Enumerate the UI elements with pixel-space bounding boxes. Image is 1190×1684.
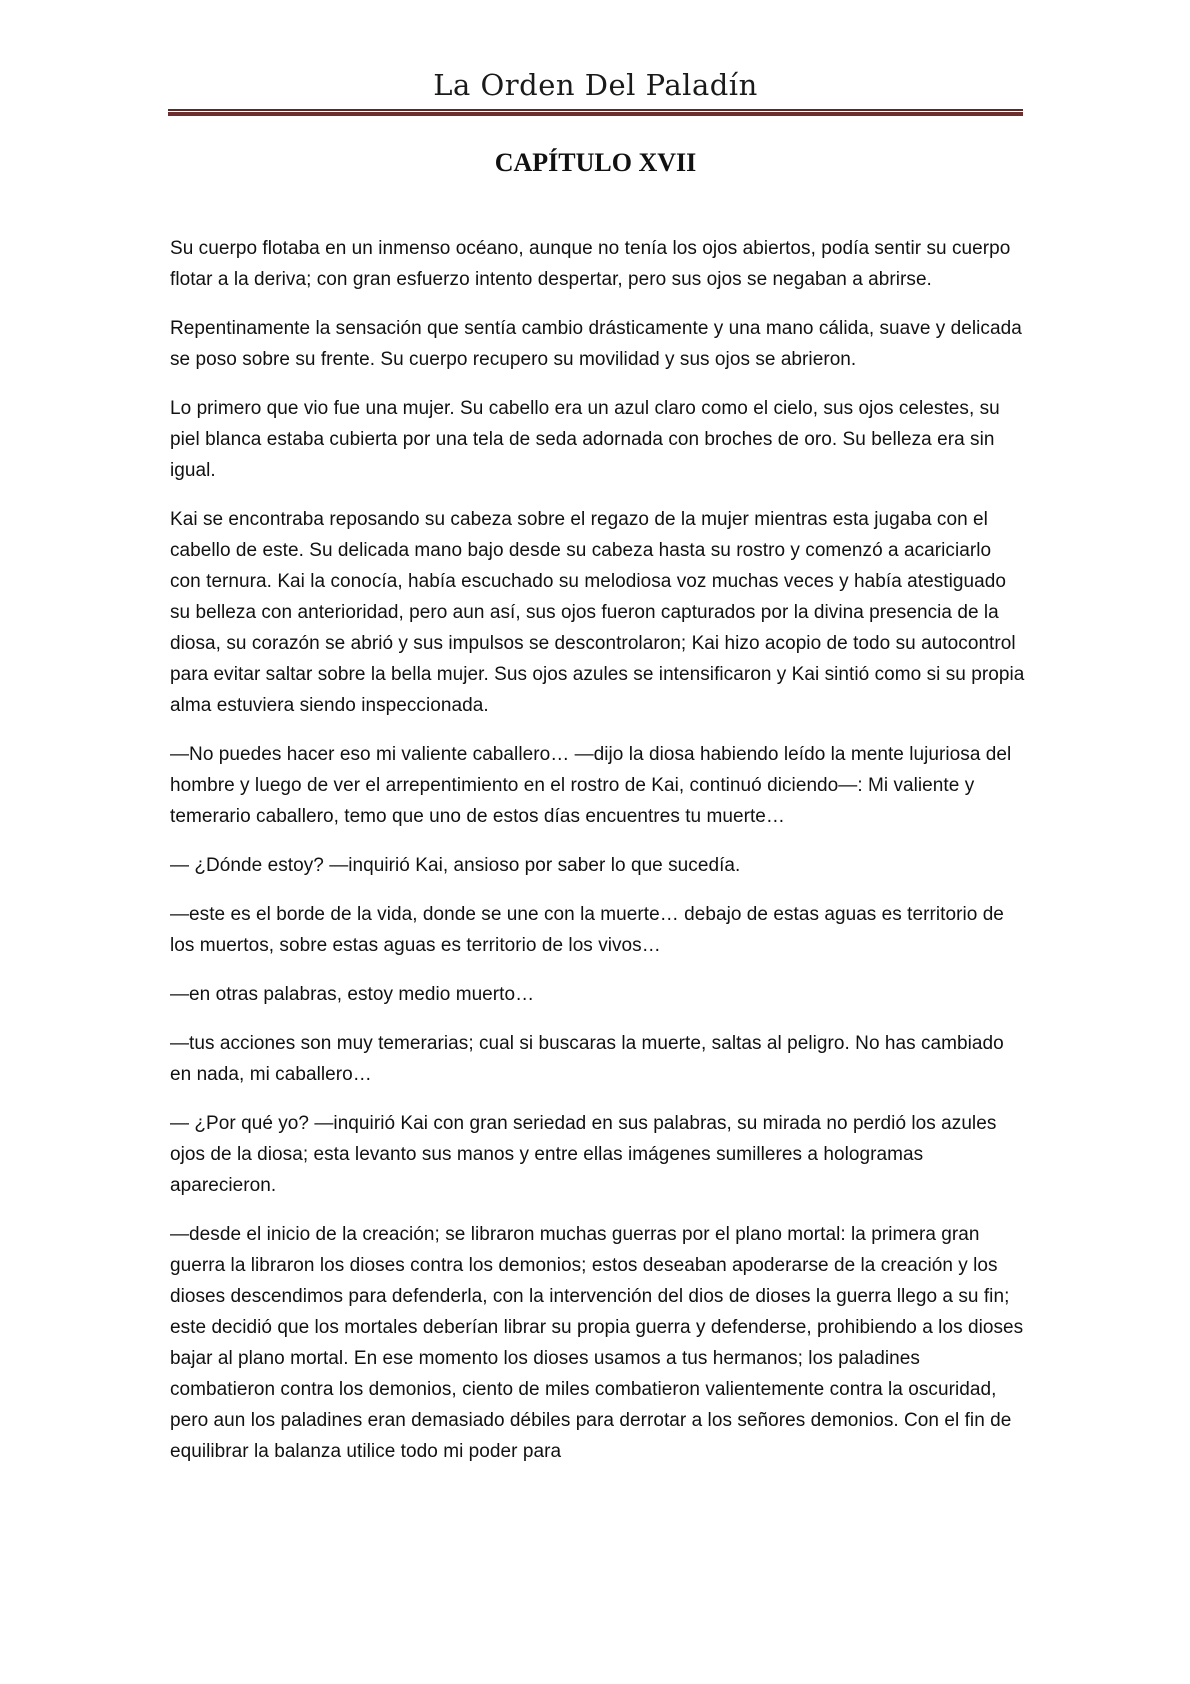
paragraph: Kai se encontraba reposando su cabeza sobre el regazo de la mujer mientras esta jugaba con el cabello de este. Su delicada mano bajo desde su cabeza hasta su rostro y comenzó a acariciarlo con ternura. Kai la conocía, había escuchado su melodiosa voz muchas veces y había atestiguado su belleza con anterioridad, pero aun así, sus ojos fueron capturados por la divina presencia de la diosa, su corazón se abrió y sus impulsos se descontrolaron; Kai hizo acopio de todo su autocontrol para evitar saltar sobre la bella mujer. Sus ojos azules se intensificaron y Kai sintió como si su propia alma estuviera siendo inspeccionada. xyxy=(170,509,1025,716)
paragraph: Repentinamente la sensación que sentía cambio drásticamente y una mano cálida, suave y delicada se poso sobre su frente. Su cuerpo recupero su movilidad y sus ojos se abrieron. xyxy=(170,318,1022,370)
header-divider xyxy=(168,109,1023,116)
paragraph: —en otras palabras, estoy medio muerto… xyxy=(170,984,535,1005)
paragraph: —este es el borde de la vida, donde se une con la muerte… debajo de estas aguas es territorio de los muertos, sobre estas aguas es territorio de los vivos… xyxy=(170,904,1004,956)
paragraph: — ¿Por qué yo? —inquirió Kai con gran seriedad en sus palabras, su mirada no perdió los azules ojos de la diosa; esta levanto sus manos y entre ellas imágenes sumilleres a hologramas aparecieron. xyxy=(170,1113,997,1196)
chapter-title: CAPÍTULO XVII xyxy=(494,148,697,177)
paragraph: —desde el inicio de la creación; se libraron muchas guerras por el plano mortal: la primera gran guerra la libraron los dioses contra los demonios; estos deseaban apoderarse de la creación y los dioses descendimos para defenderla, con la intervención del dios de dioses la guerra llego a su fin; este decidió que los mortales deberían librar su propia guerra y defenderse, prohibiendo a los dioses bajar al plano mortal. En ese momento los dioses usamos a tus hermanos; los paladines combatieron contra los demonios, ciento de miles combatieron valientemente contra la oscuridad, pero aun los paladines eran demasiado débiles para derrotar a los señores demonios. Con el fin de equilibrar la balanza utilice todo mi poder para xyxy=(170,1224,1024,1462)
running-header: La Orden Del Paladín xyxy=(433,68,758,102)
paragraph: —tus acciones son muy temerarias; cual si buscaras la muerte, saltas al peligro. No has cambiado en nada, mi caballero… xyxy=(170,1033,1004,1085)
header-divider-thin-line xyxy=(168,109,1023,111)
paragraph: Su cuerpo flotaba en un inmenso océano, aunque no tenía los ojos abiertos, podía sentir su cuerpo flotar a la deriva; con gran esfuerzo intento despertar, pero sus ojos se negaban a abrirse. xyxy=(170,238,1011,290)
header-divider-thick-line xyxy=(168,112,1023,116)
paragraph: — ¿Dónde estoy? —inquirió Kai, ansioso por saber lo que sucedía. xyxy=(170,855,741,876)
paragraph: Lo primero que vio fue una mujer. Su cabello era un azul claro como el cielo, sus ojos celestes, su piel blanca estaba cubierta por una tela de seda adornada con broches de oro. Su belleza era sin igual. xyxy=(170,398,1000,481)
paragraph: —No puedes hacer eso mi valiente caballero… —dijo la diosa habiendo leído la mente lujuriosa del hombre y luego de ver el arrepentimiento en el rostro de Kai, continuó diciendo—: Mi valiente y temerario caballero, temo que uno de estos días encuentres tu muerte… xyxy=(170,744,1012,827)
chapter-body xyxy=(170,233,1025,1485)
